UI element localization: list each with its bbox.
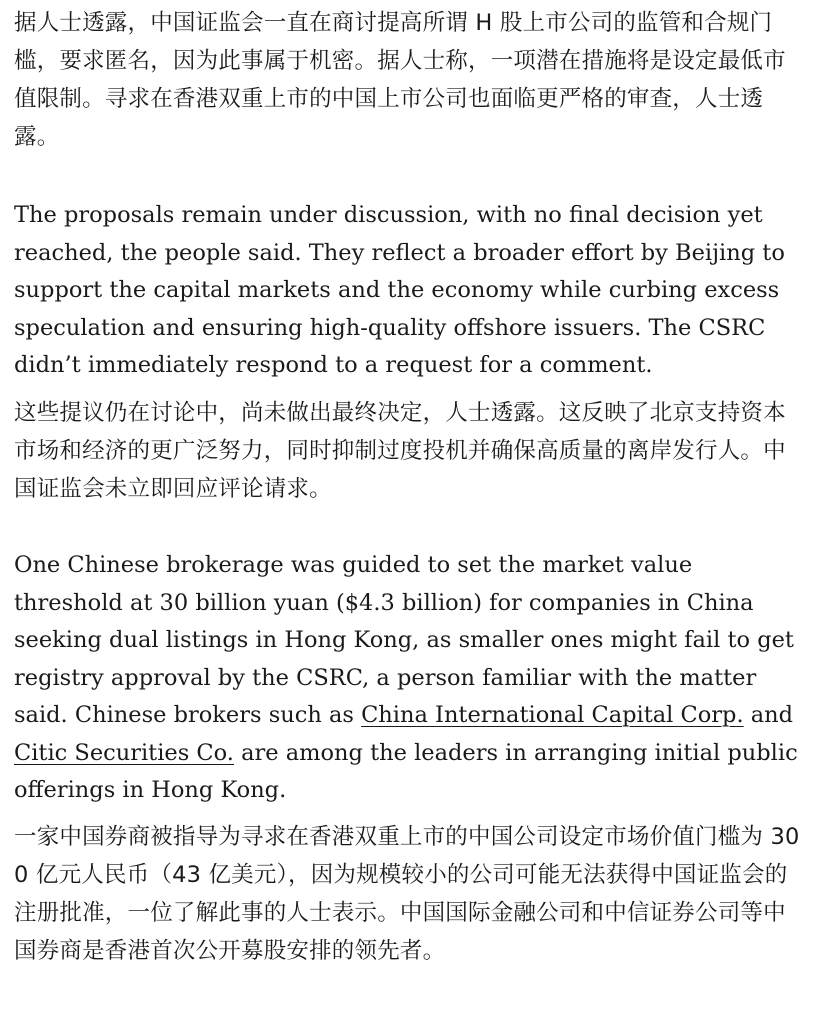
paragraph-chinese-1: 据人士透露，中国证监会一直在商讨提高所谓 H 股上市公司的监管和合规门槛，要求匿名，因为此事属于机密。据人士称，一项潜在措施将是设定最低市值限制。寻求在香港双重上市的中国上市公司也面临更严格的审查，人士透露。 <box>14 10 786 150</box>
link-citic-securities-co[interactable]: Citic Securities Co. <box>14 739 234 766</box>
link-china-international-capital-corp[interactable]: China International Capital Corp. <box>361 702 744 728</box>
paragraph-text-segment: and <box>743 702 794 728</box>
paragraph-text-segment: are among the leaders in arranging initial public offerings in Hong Kong. <box>14 739 798 803</box>
paragraph-english-1: The proposals remain under discussion, with no final decision yet reached, the people said. They reflect a broader effort by Beijing to support the capital markets and the economy while curbing excess speculation and ensuring high-quality offshore issuers. The CSRC didn’t immediately respond to a request for a comment. <box>14 202 785 378</box>
paragraph-chinese-3: 一家中国券商被指导为寻求在香港双重上市的中国公司设定市场价值门槛为 300 亿元人民币（43 亿美元），因为规模较小的公司可能无法获得中国证监会的注册批准，一位了解此事的人士表示。中国国际金融公司和中信证券公司等中国券商是香港首次公开募股安排的领先者。 <box>14 824 800 964</box>
paragraph-text-segment: One Chinese brokerage was guided to set the market value threshold at 30 billion yuan ($4.3 billion) for companies in China seeking dual listings in Hong Kong, as smaller ones might fail to get registry approval by the CSRC, a person familiar with the matter said. Chinese brokers such as <box>14 552 794 728</box>
paragraph-chinese-2: 这些提议仍在讨论中，尚未做出最终决定，人士透露。这反映了北京支持资本市场和经济的更广泛努力，同时抑制过度投机并确保高质量的离岸发行人。中国证监会未立即回应评论请求。 <box>14 400 786 502</box>
paragraph-english-2 <box>14 547 801 810</box>
